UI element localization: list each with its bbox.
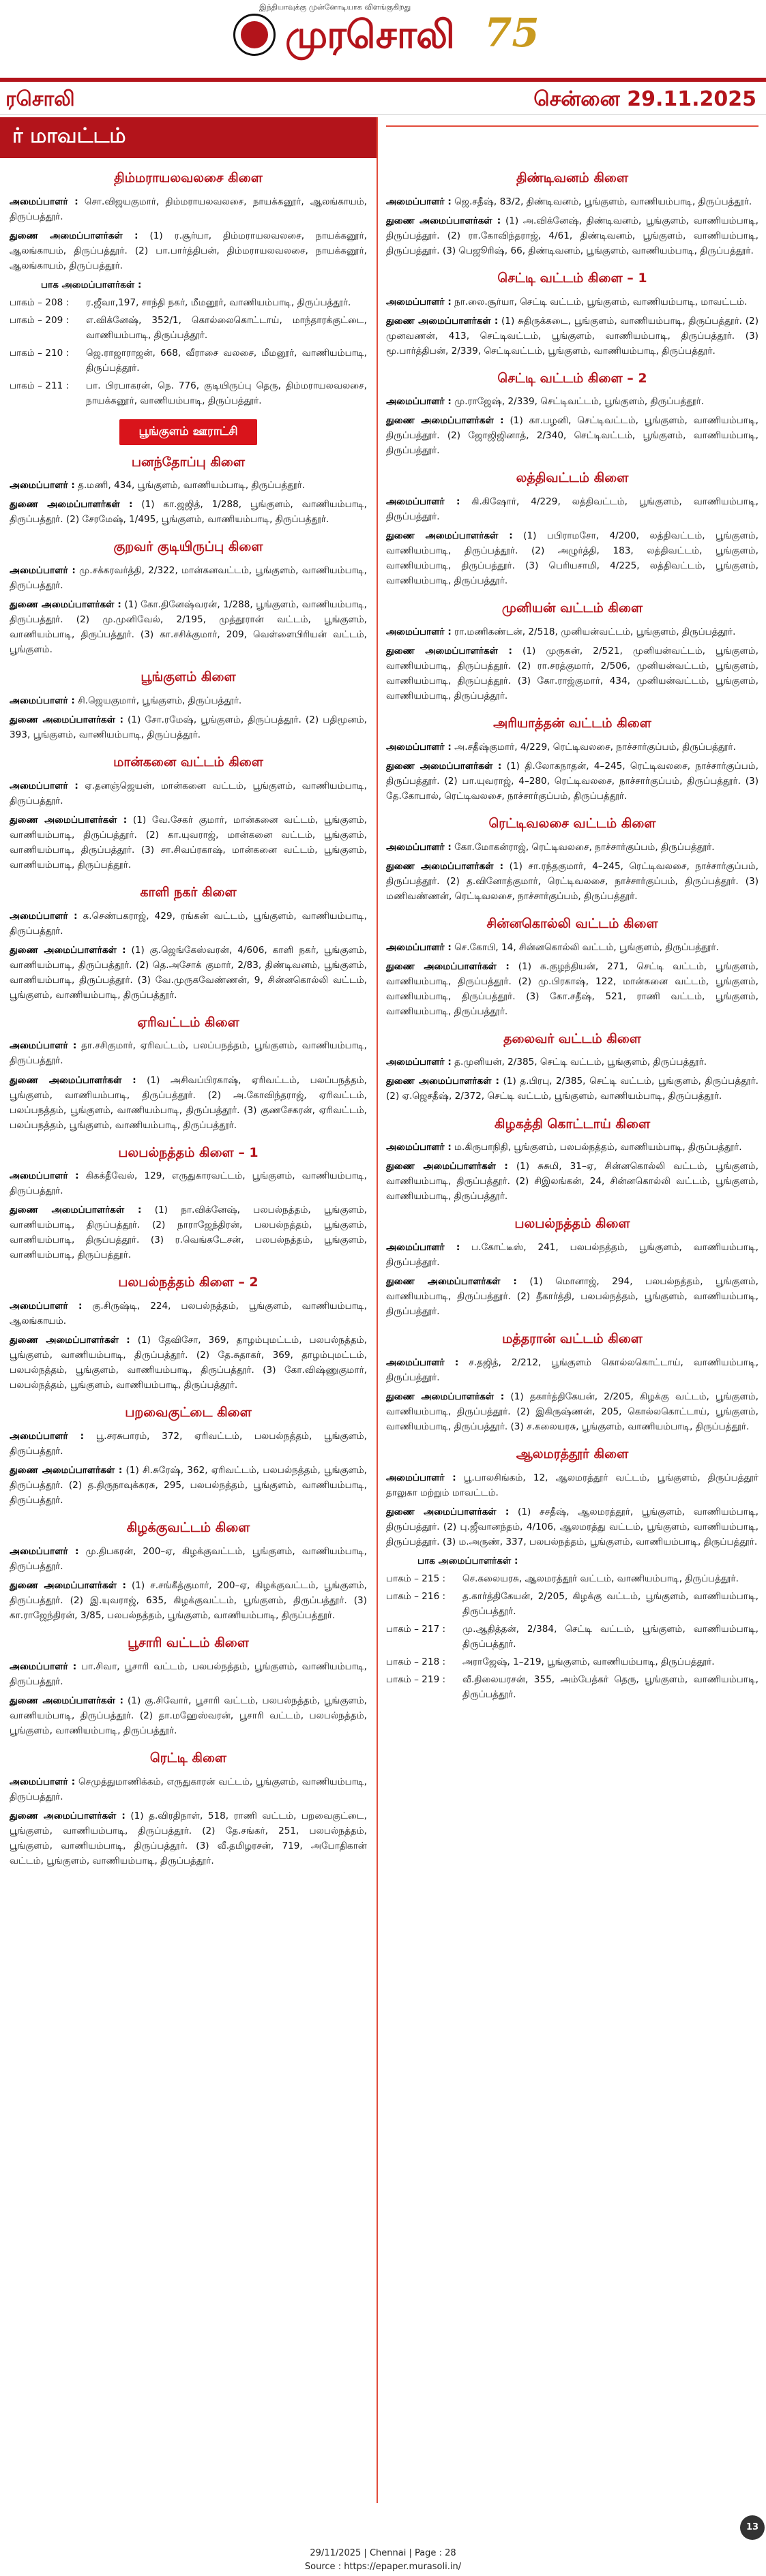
entry-label: அமைப்பாளர் : <box>386 496 460 508</box>
branch-title: மத்தரான் வட்டம் கிளை <box>502 1331 643 1347</box>
organizer-entry <box>386 740 758 755</box>
branch-section <box>10 667 367 742</box>
organizer-entry <box>10 1299 367 1329</box>
entry-text: (1) கோ.தினேஷ்வரன், 1/288, பூங்குளம், வாணியம்பாடி, திருப்பத்தூர். (2) மு.முனிவேல், 2/195, முத்தூரான் வட்டம், பூங்குளம், வாணியம்பாடி, திருப்பத்தூர். (3) கா.சசிக்குமார், 209, வெள்ளைபிரியன் வட்டம், பூங்குளம். <box>10 599 367 656</box>
booth-number: பாகம் – 210 : <box>10 347 70 359</box>
region-banner <box>0 117 377 158</box>
organizer-entry <box>10 1774 367 1804</box>
organizer-entry <box>386 840 758 855</box>
entry-label: துணை அமைப்பாளர்கள் : <box>386 315 499 327</box>
branch-section <box>386 1329 758 1434</box>
entry-label: அமைப்பாளர் : <box>386 841 452 853</box>
organizer-entry <box>386 394 758 409</box>
entry-text: மு.ராஜேஷ், 2/339, செட்டிவட்டம், பூங்குளம், திருப்பத்தூர். <box>451 396 705 408</box>
entry-text: மு.சக்கரவர்த்தி, 2/322, மான்கனவட்டம், பூங்குளம், வாணியம்பாடி, திருப்பத்தூர். <box>10 565 368 592</box>
entry-text: பா.சிவா, பூசாரி வட்டம், பலபல்நத்தம், பூங்குளம், வாணியம்பாடி, திருப்பத்தூர். <box>10 1661 367 1687</box>
branch-section <box>10 168 367 408</box>
entry-label: அமைப்பாளர் : <box>10 565 76 577</box>
entry-text: ஏ.தனஞ்ஜெயன், மான்கனை வட்டம், பூங்குளம், வாணியம்பாடி, திருப்பத்தூர். <box>10 780 367 806</box>
entry-label: அமைப்பாளர் : <box>386 1242 460 1254</box>
entry-label: துணை அமைப்பாளர்கள் : <box>10 1579 126 1591</box>
entry-text: ம.கிருபாநிதி, பூங்குளம், பலபல்நத்தம், வாணியம்பாடி, திருப்பத்தூர். <box>451 1142 742 1153</box>
entry-text: பூ.சரசுபாரம், 372, ஏரிவட்டம், பலபல்நத்தம், பூங்குளம், திருப்பத்தூர். <box>10 1431 367 1457</box>
entry-label: அமைப்பாளர் : <box>386 296 452 307</box>
column-divider <box>377 117 378 2503</box>
organizer-entry <box>386 1240 758 1270</box>
branch-title: செட்டி வட்டம் கிளை – 1 <box>497 270 647 286</box>
organizer-entry <box>386 1055 758 1070</box>
entry-text: (1) ச.சங்கீத்குமார், 200–ஏ, கிழக்குவட்டம், பூங்குளம், திருப்பத்தூர். (2) இ.யுவராஜ், 635, கிழக்குவட்டம், பூங்குளம், திருப்பத்தூர். (3) கா.ராஜேந்திரன், 3/85, பலபல்நத்தம், பூங்குளம், வாணியம்பாடி, திருப்பத்தூர். <box>10 1579 367 1621</box>
branch-title: மான்கனை வட்டம் கிளை <box>113 754 263 770</box>
entry-text: (1) தி.லோகநாதன், 4–245, ரெட்டிவலசை, நாச்சார்குப்பம், திருப்பத்தூர். (2) பா.யுவராஜ், 4–280, ரெட்டிவலசை, நாச்சார்குப்பம், திருப்பத்தூர். (3) தே.கோபால், ரெட்டிவலசை, நாச்சார்குப்பம், திருப்பத்தூர். <box>386 760 758 802</box>
deputy-organizers-entry <box>386 528 758 588</box>
entry-text: (1) கு.சிவோர், பூசாரி வட்டம், பலபல்நத்தம், பூங்குளம், வாணியம்பாடி, திருப்பத்தூர். (2) தா.மஹேஸ்வரன், பூசாரி வட்டம், பலபல்நத்தம், பூங்குளம், வாணியம்பாடி, திருப்பத்தூர். <box>10 1695 367 1736</box>
booth-organizer: ர.ஜீவா,197, சாந்தி நகர், மீமனூர், வாணியம்பாடி, திருப்பத்தூர். <box>86 297 351 308</box>
booth-organizer: மு.ஆதித்தன், 2/384, செட்டி வட்டம், பூங்குளம், வாணியம்பாடி, திருப்பத்தூர். <box>462 1623 758 1650</box>
organizer-entry <box>10 194 367 224</box>
deputy-organizers-entry <box>386 314 758 359</box>
entry-label: துணை அமைப்பாளர்கள் : <box>386 530 513 542</box>
booth-organizer: செ.கலையரசு, ஆலமரத்தூர் வட்டம், வாணியம்பாடி, திருப்பத்தூர். <box>462 1573 739 1584</box>
branch-section <box>10 1272 367 1393</box>
organizer-entry <box>386 940 758 955</box>
deputy-organizers-entry <box>386 1389 758 1434</box>
deputy-organizers-entry <box>10 712 367 742</box>
organizer-entry <box>386 1470 758 1500</box>
deputy-organizers-entry <box>386 1074 758 1104</box>
entry-text: செ.கோபி, 14, சின்னகொல்லி வட்டம், பூங்குளம், திருப்பத்தூர். <box>451 941 719 953</box>
entry-label: துணை அமைப்பாளர்கள் : <box>10 499 133 511</box>
branch-section <box>386 598 758 703</box>
entry-text: (1) சி.சுரேஷ், 362, ஏரிவட்டம், பலபல்நத்தம், பூங்குளம், திருப்பத்தூர். (2) த.திருநாவுக்கரசு, 295, பலபல்நத்தம், பூங்குளம், வாணியம்பாடி, திருப்பத்தூர். <box>10 1465 367 1506</box>
branch-section <box>386 368 758 459</box>
panchayat-badge: பூங்குளம் ஊராட்சி <box>119 419 256 445</box>
entry-label: அமைப்பாளர் : <box>386 1472 456 1483</box>
entry-text: (1) தேவிசோ, 369, தாழம்புமட்டம், பலபல்நத்தம், பூங்குளம், வாணியம்பாடி, திருப்பத்தூர். (2) தே.சுதாகர், 369, தாழம்புமட்டம், பலபல்நத்தம், பூங்குளம், வாணியம்பாடி, திருப்பத்தூர். (3) கோ.விஷ்ணுகுமார், பலபல்நத்தம், பூங்குளம், வாணியம்பாடி, திருப்பத்தூர். <box>10 1335 367 1391</box>
branch-section <box>386 913 758 1019</box>
branch-title: பூசாரி வட்டம் கிளை <box>128 1635 249 1650</box>
booth-organizer: பா. பிரபாகரன், நெ. 776, குடியிருப்பு தெரு, திம்மராயலவலசை, நாயக்கனூர், வாணியம்பாடி, திருப்பத்தூர். <box>86 380 367 406</box>
branch-section <box>10 1402 367 1508</box>
deputy-organizers-entry <box>10 1578 367 1623</box>
entry-text: கி.கிஷோர், 4/229, லத்திவட்டம், பூங்குளம், வாணியம்பாடி, திருப்பத்தூர். <box>386 496 758 523</box>
branch-section <box>10 882 367 1003</box>
entry-label: துணை அமைப்பாளர்கள் : <box>386 960 510 972</box>
entry-label: துணை அமைப்பாளர்கள் : <box>10 714 123 725</box>
masthead-tagline: இந்தியாவுக்கு முன்னோடியாக விளங்குகிறது <box>259 3 411 12</box>
entry-label: அமைப்பாளர் : <box>386 741 452 753</box>
dateline-bar <box>0 82 766 115</box>
entry-text: (1) பபிராமசோ, 4/200, லத்திவட்டம், பூங்குளம், வாணியம்பாடி, திருப்பத்தூர். (2) அழுர்த்தி, 183, லத்திவட்டம், பூங்குளம், வாணியம்பாடி, திருப்பத்தூர். (3) பெரியசாமி, 4/225, லத்திவட்டம், பூங்குளம், வாணியம்பாடி, திருப்பத்தூர். <box>386 530 758 587</box>
entry-label: அமைப்பாளர் : <box>10 1040 77 1052</box>
branch-section <box>386 468 758 588</box>
entry-label: துணை அமைப்பாளர்கள் : <box>386 1506 510 1517</box>
branch-title: பலபல்நத்தம் கிளை – 1 <box>118 1145 259 1160</box>
branch-title: குறவர் குடியிருப்பு கிளை <box>113 539 263 555</box>
organizer-entry <box>10 1659 367 1689</box>
region-title: ர் மாவட்டம் <box>12 124 126 148</box>
entry-label: அமைப்பாளர் : <box>386 941 452 953</box>
entry-text: (1) சுசுமி, 31–ஏ, சின்னகொல்லி வட்டம், பூங்குளம், வாணியம்பாடி, திருப்பத்தூர். (2) சிஇலங்கன், 24, சின்னகொல்லி வட்டம், பூங்குளம், வாணியம்பாடி, திருப்பத்தூர். <box>386 1161 758 1202</box>
entry-text: ப.கோட்டீஸ், 241, பலபல்நத்தம், பூங்குளம், வாணியம்பாடி, திருப்பத்தூர். <box>386 1242 758 1269</box>
deputy-organizers-entry <box>386 859 758 904</box>
deputy-organizers-entry <box>386 1504 758 1549</box>
branch-section <box>10 1633 367 1738</box>
entry-text: க.செண்பகராஜ், 429, ரங்கன் வட்டம், பூங்குளம், வாணியம்பாடி, திருப்பத்தூர். <box>10 910 368 937</box>
branch-title: சின்னகொல்லி வட்டம் கிளை <box>486 915 658 931</box>
entry-label: அமைப்பாளர் : <box>10 910 78 922</box>
entry-text: ரா.மணிகண்டன், 2/518, முனியன்வட்டம், பூங்குளம், திருப்பத்தூர். <box>451 626 736 638</box>
booth-number: பாகம் – 218 : <box>386 1656 446 1667</box>
organizer-entry <box>10 778 367 808</box>
branch-title: ரெட்டி கிளை <box>149 1750 227 1766</box>
entry-text: (1) கு.ஜெங்கேஸ்வரன், 4/606, காளி நகர், பூங்குளம், வாணியம்பாடி, திருப்பத்தூர். (2) தெ.அசோக் குமார், 2/83, திண்டிவனம், பூங்குளம், வாணியம்பாடி, திருப்பத்தூர். (3) வே.முருகவேண்ணன், 9, சின்னகொல்லி வட்டம், பூங்குளம், வாணியம்பாடி, திருப்பத்தூர். <box>10 944 367 1001</box>
entry-label: அமைப்பாளர் : <box>10 1431 85 1442</box>
booth-number: பாகம் – 217 : <box>386 1623 446 1635</box>
entry-text: (1) வே.சேகர் குமார், மான்கனை வட்டம், பூங்குளம், வாணியம்பாடி, திருப்பத்தூர். (2) கா.யுவராஜ், மான்கனை வட்டம், பூங்குளம், வாணியம்பாடி, திருப்பத்தூர். (3) சா.சிவப்ரகாஷ், மான்கனை வட்டம், பூங்குளம், வாணியம்பாடி, திருப்பத்தூர். <box>10 814 367 870</box>
entry-label: துணை அமைப்பாளர்கள் : <box>10 814 128 825</box>
entry-label: அமைப்பாளர் : <box>10 1170 79 1182</box>
branch-title: பூங்குளம் கிளை <box>141 669 236 685</box>
entry-text: மு.திபகரன், 200–ஏ, கிழக்குவட்டம், பூங்குளம், வாணியம்பாடி, திருப்பத்தூர். <box>10 1545 367 1572</box>
branch-title: திம்மராயலவலசை கிளை <box>114 170 263 185</box>
organizer-entry <box>10 563 367 593</box>
deputy-organizers-entry <box>386 759 758 804</box>
branch-title: ரெட்டிவலசை வட்டம் கிளை <box>488 816 656 832</box>
entry-text: (1) ர.சூர்யா, திம்மராயலவலசை, நாயக்கனூர், ஆலங்காயம், திருப்பத்தூர். (2) பா.பார்த்திபன், திம்மராயலவலசை, நாயக்கனூர், ஆலங்காயம், திருப்பத்தூர். <box>10 230 367 271</box>
entry-label: துணை அமைப்பாளர்கள் : <box>386 1161 508 1172</box>
branch-section <box>10 419 367 527</box>
booth-number: பாகம் – 216 : <box>386 1590 446 1602</box>
entry-text: கிகக்தீவேல், 129, எருதுகாரவட்டம், பூங்குளம், வாணியம்பாடி, திருப்பத்தூர். <box>10 1170 367 1197</box>
branch-title: கிழகத்தி கொட்டாய் கிளை <box>494 1116 651 1132</box>
branch-section <box>386 813 758 904</box>
branch-section <box>386 713 758 804</box>
entry-text: அ.சதீஷ்குமார், 4/229, ரெட்டிவலசை, நாச்சார்குப்பம், திருப்பத்தூர். <box>451 741 736 753</box>
entry-label: துணை அமைப்பாளர்கள் : <box>10 1810 126 1821</box>
right-column <box>386 161 758 1712</box>
entry-label: துணை அமைப்பாளர்கள் : <box>386 1076 499 1087</box>
entry-text: சி.ஜெயகுமார், பூங்குளம், திருப்பத்தூர். <box>74 695 242 706</box>
booth-number: பாகம் – 219 : <box>386 1673 446 1685</box>
entry-text: ச.தஜித், 2/212, பூங்குளம் கொல்லகொட்டாய், வாணியம்பாடி, திருப்பத்தூர். <box>386 1357 759 1383</box>
organizer-entry <box>386 624 758 639</box>
booth-number: பாகம் – 215 : <box>386 1573 446 1584</box>
entry-label: அமைப்பாளர் : <box>386 1057 452 1068</box>
entry-text: (1) முருகன், 2/521, முனியன்வட்டம், பூங்குளம், வாணியம்பாடி, திருப்பத்தூர். (2) ரா.சரத்குமார், 2/506, முனியன்வட்டம், பூங்குளம், வாணியம்பாடி, திருப்பத்தூர். (3) கோ.ராஜ்குமார், 434, முனியன்வட்டம், பூங்குளம், வாணியம்பாடி, திருப்பத்தூர். <box>386 646 758 702</box>
branch-section <box>10 1748 367 1868</box>
page-number-badge: 13 <box>740 2515 765 2540</box>
organizer-entry <box>386 1140 758 1155</box>
booth-organizer: எ.விக்னேஷ், 352/1, கொல்லைகொட்டாய், மாந்தாரக்குட்டை, வாணியம்பாடி, திருப்பத்தூர். <box>86 314 367 341</box>
deputy-organizers-entry <box>10 1693 367 1738</box>
entry-label: துணை அமைப்பாளர்கள் : <box>10 230 138 241</box>
deputy-organizers-entry <box>386 643 758 703</box>
deputy-organizers-entry <box>10 943 367 1003</box>
entry-text: (1) சுதிருக்கடை, பூங்குளம், வாணியம்பாடி, திருப்பத்தூர். (2) முனவணன், 413, செட்டிவட்டம், பூங்குளம், வாணியம்பாடி, திருப்பத்தூர். (3) மூ.பார்த்திபன், 2/339, செட்டிவட்டம், பூங்குளம், வாணியம்பாடி, திருப்பத்தூர். <box>386 315 758 357</box>
deputy-organizers-entry <box>10 1808 367 1868</box>
organizer-entry <box>386 1355 758 1385</box>
logo-title: முரசொலி <box>285 12 454 57</box>
entry-label: அமைப்பாளர் : <box>10 695 75 706</box>
booth-entry <box>386 1589 758 1619</box>
deputy-organizers-entry <box>10 1333 367 1393</box>
entry-label: அமைப்பாளர் : <box>386 626 452 638</box>
entry-label: அமைப்பாளர் : <box>10 1661 77 1672</box>
organizer-entry <box>10 693 367 708</box>
entry-label: துணை அமைப்பாளர்கள் : <box>386 860 504 872</box>
organizer-entry <box>386 294 758 309</box>
booth-organizers-heading: பாக அமைப்பாளர்கள் : <box>417 1555 518 1566</box>
entry-text: (1) சா.ரந்தகுமார், 4–245, ரெட்டிவலசை, நாச்சார்குப்பம், திருப்பத்தூர். (2) த.வினோத்குமார், ரெட்டிவலசை, நாச்சார்குப்பம், திருப்பத்தூர். (3) மணிவண்ணன், ரெட்டிவலசை, நாச்சார்குப்பம், திருப்பத்தூர். <box>386 860 758 902</box>
entry-label: அமைப்பாளர் : <box>386 396 452 408</box>
branch-title: காளி நகர் கிளை <box>140 884 237 900</box>
deputy-organizers-entry <box>386 1274 758 1319</box>
entry-text: சொ.விஜயகுமார், திம்மராயலவலசை, நாயக்கனூர், ஆலங்காயம், திருப்பத்தூர். <box>10 196 367 222</box>
entry-label: துணை அமைப்பாளர்கள் : <box>386 1391 505 1402</box>
branch-title: தலைவர் வட்டம் கிளை <box>503 1031 641 1046</box>
entry-text: (1) த.பிரபு, 2/385, செட்டி வட்டம், பூங்குளம், திருப்பத்தூர். (2) ஏ.ஜெசதீஷ், 2/372, செட்டி வட்டம், பூங்குளம், வாணியம்பாடி, திருப்பத்தூர். <box>386 1076 758 1102</box>
booth-entry <box>10 295 367 310</box>
organizer-entry <box>10 1429 367 1459</box>
deputy-organizers-entry <box>10 228 367 273</box>
entry-text: (1) சசதீஷ், ஆலமரத்தூர், பூங்குளம், வாணியம்பாடி, திருப்பத்தூர். (2) பு.ஜீவானந்தம், 4/106, ஆலமரத்து வட்டம், பூங்குளம், வாணியம்பாடி, திருப்பத்தூர். (3) ம.அருண், 337, பலபல்நத்தம், பூங்குளம், வாணியம்பாடி, திருப்பத்தூர். <box>386 1506 758 1547</box>
footer-meta: 29/11/2025 | Chennai | Page : 28 <box>310 2548 456 2558</box>
entry-text: த.முனியன், 2/385, செட்டி வட்டம், பூங்குளம், திருப்பத்தூர். <box>451 1057 707 1068</box>
booth-entry <box>10 378 367 408</box>
branch-title: முனியன் வட்டம் கிளை <box>501 601 643 616</box>
entry-label: துணை அமைப்பாளர்கள் : <box>10 1204 142 1216</box>
left-column <box>10 161 367 1878</box>
booth-number: பாகம் – 211 : <box>10 380 70 391</box>
panchayat-badge-wrap <box>10 419 367 445</box>
dateline: சென்னை 29.11.2025 <box>533 87 756 111</box>
branch-section <box>10 1142 367 1263</box>
entry-label: அமைப்பாளர் : <box>10 1545 79 1557</box>
entry-label: அமைப்பாளர் : <box>386 1142 452 1153</box>
entry-label: அமைப்பாளர் : <box>10 1776 76 1787</box>
entry-text: (1) சோ.ரமேஷ், பூங்குளம், திருப்பத்தூர். (2) பதிமூனம், 393, பூங்குளம், வாணியம்பாடி, திருப்பத்தூர். <box>10 714 367 740</box>
deputy-organizers-entry <box>386 213 758 258</box>
entry-text: (1) சு.குழந்தியன், 271, செட்டி வட்டம், பூங்குளம், வாணியம்பாடி, திருப்பத்தூர். (2) மு.பிரகாஷ், 122, மான்கனை வட்டம், பூங்குளம், வாணியம்பாடி, திருப்பத்தூர். (3) கோ.சதீஷ், 521, ராணி வட்டம், பூங்குளம், வாணியம்பாடி, திருப்பத்தூர். <box>386 960 758 1017</box>
entry-label: அமைப்பாளர் : <box>386 1357 459 1368</box>
entry-text: (1) நா.விக்னேஷ், பலபல்நத்தம், பூங்குளம், வாணியம்பாடி, திருப்பத்தூர். (2) நாராஜேந்திரன், பலபல்நத்தம், பூங்குளம், வாணியம்பாடி, திருப்பத்தூர். (3) ர.வெங்கடேசன், பலபல்நத்தம், பூங்குளம், வாணியம்பாடி, திருப்பத்தூர். <box>10 1204 367 1261</box>
booth-organizer: அராஜேஷ், 1–219, பூங்குளம், வாணியம்பாடி, திருப்பத்தூர். <box>462 1656 715 1667</box>
publication-name: ரசொலி <box>5 87 75 111</box>
entry-label: துணை அமைப்பாளர்கள் : <box>10 599 121 611</box>
entry-label: அமைப்பாளர் : <box>10 196 78 207</box>
entry-label: துணை அமைப்பாளர்கள் : <box>10 1465 123 1476</box>
organizer-entry <box>10 478 367 493</box>
branch-section <box>386 1444 758 1702</box>
booth-entry <box>10 346 367 376</box>
deputy-organizers-entry <box>10 1463 367 1508</box>
footer <box>0 2547 766 2576</box>
entry-label: துணை அமைப்பாளர்கள் : <box>386 760 502 772</box>
branch-title: பறவைகுட்டை கிளை <box>125 1405 252 1421</box>
entry-text: நா.லை.சூர்யா, செட்டி வட்டம், பூங்குளம், வாணியம்பாடி, மாவட்டம். <box>451 296 748 307</box>
branch-title: கிழக்குவட்டம் கிளை <box>126 1520 250 1536</box>
booth-entry <box>386 1654 758 1669</box>
entry-label: துணை அமைப்பாளர்கள் : <box>386 646 512 657</box>
entry-label: துணை அமைப்பாளர்கள் : <box>10 1335 130 1346</box>
booth-organizers-heading: பாக அமைப்பாளர்கள் : <box>41 279 142 290</box>
organizer-entry <box>386 494 758 524</box>
entry-text: (1) த.விரதிநாள், 518, ராணி வட்டம், பறவைகுட்டை, பூங்குளம், வாணியம்பாடி, திருப்பத்தூர். (2) தே.சங்கர், 251, பலபல்நத்தம், பூங்குளம், வாணியம்பாடி, திருப்பத்தூர். (3) வீ.தமிழரசன், 719, அபோதிகான் வட்டம், பூங்குளம், வாணியம்பாடி, திருப்பத்தூர். <box>10 1810 367 1866</box>
branch-section <box>386 1213 758 1319</box>
booth-organizer: த.கார்த்திகேயன், 2/205, கிழக்கு வட்டம், பூங்குளம், வாணியம்பாடி, திருப்பத்தூர். <box>462 1590 758 1617</box>
branch-title: ஆலமரத்தூர் கிளை <box>516 1446 629 1462</box>
booth-entry <box>386 1622 758 1652</box>
deputy-organizers-entry <box>10 497 367 527</box>
entry-text: கோ.மோகன்ராஜ், ரெட்டிவலசை, நாச்சார்குப்பம், திருப்பத்தூர். <box>451 841 715 853</box>
entry-text: செமுத்துமாணிக்கம், எருதுகாரன் வட்டம், பூங்குளம், வாணியம்பாடி, திருப்பத்தூர். <box>10 1776 368 1802</box>
branch-title: செட்டி வட்டம் கிளை – 2 <box>497 370 647 386</box>
branch-title: லத்திவட்டம் கிளை <box>516 470 629 486</box>
branch-section <box>10 752 367 873</box>
organizer-entry <box>10 1544 367 1574</box>
anniversary-mark: 75 <box>484 10 540 56</box>
entry-text: த.மணி, 434, பூங்குளம், வாணியம்பாடி, திருப்பத்தூர். <box>74 480 306 491</box>
entry-label: துணை அமைப்பாளர்கள் : <box>386 1276 517 1288</box>
booth-entry <box>386 1672 758 1702</box>
entry-text: கு.சிருஷ்டி, 224, பலபல்நத்தம், பூங்குளம், வாணியம்பாடி, ஆலங்காயம். <box>10 1301 368 1327</box>
branch-title: பனந்தோப்பு கிளை <box>131 454 246 470</box>
entry-label: அமைப்பாளர் : <box>386 196 452 207</box>
entry-label: துணை அமைப்பாளர்கள் : <box>10 1074 136 1086</box>
organizer-entry <box>10 1038 367 1068</box>
deputy-organizers-entry <box>386 1159 758 1204</box>
entry-text: (1) கா.ஜஜித், 1/288, பூங்குளம், வாணியம்பாடி, திருப்பத்தூர். (2) சேரமேஷ், 1/495, பூங்குளம், வாணியம்பாடி, திருப்பத்தூர். <box>10 499 367 526</box>
entry-label: துணை அமைப்பாளர்கள் : <box>386 215 501 226</box>
deputy-organizers-entry <box>10 597 367 657</box>
booth-entry <box>386 1571 758 1586</box>
entry-text: (1) கா.பழனி, செட்டிவட்டம், பூங்குளம், வாணியம்பாடி, திருப்பத்தூர். (2) ஜோஜிஜினாத், 2/340, செட்டிவட்டம், பூங்குளம், வாணியம்பாடி, திருப்பத்தூர். <box>386 415 758 457</box>
branch-title: திண்டிவனம் கிளை <box>516 170 629 185</box>
entry-label: அமைப்பாளர் : <box>10 780 78 791</box>
column-top-rule <box>386 125 758 127</box>
booth-number: பாகம் – 209 : <box>10 314 70 326</box>
booth-number: பாகம் – 208 : <box>10 297 70 308</box>
branch-section <box>386 168 758 258</box>
entry-label: துணை அமைப்பாளர்கள் : <box>386 415 504 427</box>
organizer-entry <box>10 909 367 939</box>
branch-section <box>10 1517 367 1623</box>
deputy-organizers-entry <box>386 959 758 1019</box>
entry-text: (1) அசிவப்பிரகாஷ், ஏரிவட்டம், பலப்பநத்தம், பூங்குளம், வாணியம்பாடி, திருப்பத்தூர். (2) அ.கோவிந்தராஜ், ஏரிவட்டம், பலப்பநத்தம், பூங்குளம், வாணியம்பாடி, திருப்பத்தூர். (3) குணசேகரன், ஏரிவட்டம், பலப்பநத்தம், பூங்குளம், வாணியம்பாடி, திருப்பத்தூர். <box>10 1074 367 1131</box>
entry-label: துணை அமைப்பாளர்கள் : <box>10 1695 123 1706</box>
branch-section <box>386 268 758 359</box>
booth-entry <box>10 313 367 343</box>
deputy-organizers-entry <box>10 813 367 873</box>
branch-title: பலபல்நத்தம் கிளை – 2 <box>118 1275 259 1290</box>
entry-label: அமைப்பாளர் : <box>10 480 75 491</box>
deputy-organizers-entry <box>386 413 758 458</box>
entry-text: பூ.பாலசிங்கம், 12, ஆலமரத்தூர் வட்டம், பூங்குளம், திருப்பத்தூர் தாலுகா மற்றும் மாவட்டம். <box>386 1472 759 1498</box>
branch-section <box>386 1029 758 1104</box>
footer-source: Source : https://epaper.murasoli.in/ <box>304 2562 462 2572</box>
branch-section <box>10 536 367 657</box>
entry-label: அமைப்பாளர் : <box>10 1301 83 1312</box>
branch-title: ஏரிவட்டம் கிளை <box>137 1014 239 1030</box>
booth-organizer: ஜெ.ராஜாராஜன், 668, வீராசை வலசை, மீமனூர், வாணியம்பாடி, திருப்பத்தூர். <box>86 347 367 374</box>
organizer-entry <box>386 194 758 209</box>
entry-text: (1) தகார்த்திகேயன், 2/205, கிழக்கு வட்டம், பூங்குளம், வாணியம்பாடி, திருப்பத்தூர். (2) இகிருஷ்ணன், 205, கொல்லகொட்டாய், பூங்குளம், வாணியம்பாடி, திருப்பத்தூர். (3) ச.கலையரசு, பூங்குளம், வாணியம்பாடி, திருப்பத்தூர். <box>386 1391 758 1432</box>
branch-section <box>386 1114 758 1204</box>
branch-title: பலபல்நத்தம் கிளை <box>514 1216 630 1232</box>
branch-title: அரியாத்தன் வட்டம் கிளை <box>493 716 651 731</box>
rising-sun-emblem-icon <box>233 14 276 56</box>
logo <box>225 11 546 61</box>
entry-text: ஜெ.சதீஷ், 83/2, திண்டிவனம், பூங்குளம், வாணியம்பாடி, திருப்பத்தூர். <box>451 196 752 207</box>
entry-text: தா.சசிகுமார், ஏரிவட்டம், பலப்பநத்தம், பூங்குளம், வாணியம்பாடி, திருப்பத்தூர். <box>10 1040 367 1067</box>
entry-label: துணை அமைப்பாளர்கள் : <box>10 944 126 956</box>
entry-text: (1) மொனாஜ், 294, பலபல்நத்தம், பூங்குளம், வாணியம்பாடி, திருப்பத்தூர். (2) தீகார்த்தி, பலபல்நத்தம், பூங்குளம், வாணியம்பாடி, திருப்பத்தூர். <box>386 1276 758 1318</box>
entry-text: (1) அ.விக்னேஷ், திண்டிவனம், பூங்குளம், வாணியம்பாடி, திருப்பத்தூர். (2) ரா.கோவிந்தராஜ், 4/61, திண்டிவனம், பூங்குளம், வாணியம்பாடி, திருப்பத்தூர். (3) பெஜூரிஷ், 66, திண்டிவனம், பூங்குளம், வாணியம்பாடி, திருப்பத்தூர். <box>386 215 758 256</box>
booth-organizer: வீ.திலையரசன், 355, அம்பேத்கர் தெரு, பூங்குளம், வாணியம்பாடி, திருப்பத்தூர். <box>462 1673 758 1700</box>
deputy-organizers-entry <box>10 1202 367 1262</box>
organizer-entry <box>10 1168 367 1198</box>
branch-section <box>10 1012 367 1133</box>
deputy-organizers-entry <box>10 1073 367 1133</box>
